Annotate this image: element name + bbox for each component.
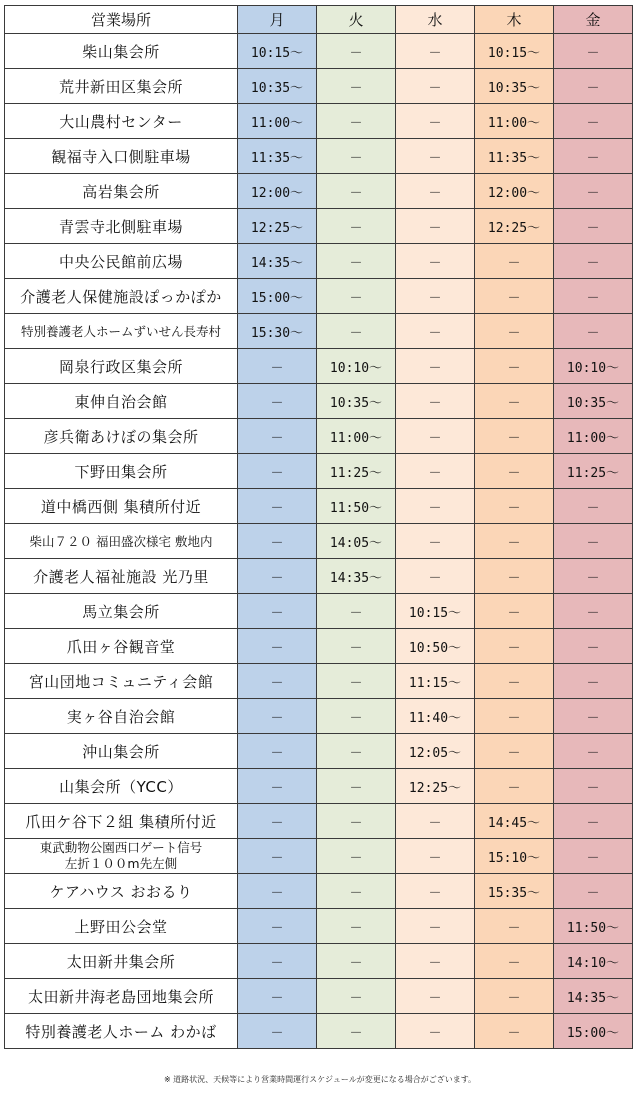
time-cell-thu: － — [475, 384, 554, 419]
place-name: 青雲寺北側駐車場 — [5, 209, 238, 244]
place-name: 道中橋西側 集積所付近 — [5, 489, 238, 524]
time-cell-tue: － — [317, 69, 396, 104]
time-cell-thu: 10:35～ — [475, 69, 554, 104]
time-cell-fri: － — [554, 104, 633, 139]
header-day-mon: 月 — [238, 6, 317, 34]
time-cell-tue: － — [317, 979, 396, 1014]
time-cell-mon: － — [238, 769, 317, 804]
table-row — [5, 1014, 633, 1049]
time-cell-thu: － — [475, 279, 554, 314]
time-cell-thu: － — [475, 769, 554, 804]
time-cell-fri: － — [554, 489, 633, 524]
time-cell-thu: 14:45～ — [475, 804, 554, 839]
table-row — [5, 804, 633, 839]
place-name: 介護老人福祉施設 光乃里 — [5, 559, 238, 594]
table-row — [5, 34, 633, 69]
footnote: ※ 道路状況、天候等により営業時間運行スケジュールが変更になる場合がございます。 — [163, 1075, 477, 1084]
table-row — [5, 279, 633, 314]
place-name: 中央公民館前広場 — [5, 244, 238, 279]
time-cell-thu: － — [475, 349, 554, 384]
time-cell-tue: － — [317, 34, 396, 69]
time-cell-fri: － — [554, 664, 633, 699]
time-cell-thu: 11:00～ — [475, 104, 554, 139]
time-cell-mon: － — [238, 594, 317, 629]
header-place: 営業場所 — [5, 6, 238, 34]
time-cell-tue: － — [317, 1014, 396, 1049]
time-cell-mon: － — [238, 734, 317, 769]
header-row — [5, 6, 633, 34]
time-cell-thu: － — [475, 454, 554, 489]
place-name: 大山農村センター — [5, 104, 238, 139]
table-row — [5, 384, 633, 419]
time-cell-thu: － — [475, 1014, 554, 1049]
time-cell-fri: 10:35～ — [554, 384, 633, 419]
time-cell-fri: 14:35～ — [554, 979, 633, 1014]
time-cell-wed: － — [396, 349, 475, 384]
time-cell-wed: － — [396, 489, 475, 524]
time-cell-mon: 11:35～ — [238, 139, 317, 174]
time-cell-mon: － — [238, 489, 317, 524]
time-cell-tue: － — [317, 804, 396, 839]
table-row — [5, 489, 633, 524]
time-cell-fri: － — [554, 559, 633, 594]
time-cell-thu: － — [475, 524, 554, 559]
time-cell-mon: 10:15～ — [238, 34, 317, 69]
table-row — [5, 839, 633, 874]
time-cell-thu: － — [475, 244, 554, 279]
time-cell-fri: 10:10～ — [554, 349, 633, 384]
time-cell-fri: － — [554, 69, 633, 104]
schedule-table — [4, 5, 633, 1049]
time-cell-fri: 15:00～ — [554, 1014, 633, 1049]
table-row — [5, 559, 633, 594]
time-cell-tue: 14:05～ — [317, 524, 396, 559]
time-cell-mon: － — [238, 874, 317, 909]
time-cell-mon: － — [238, 909, 317, 944]
time-cell-wed: － — [396, 139, 475, 174]
place-name: 太田新井海老島団地集会所 — [5, 979, 238, 1014]
time-cell-tue: － — [317, 279, 396, 314]
place-name: 彦兵衛あけぼの集会所 — [5, 419, 238, 454]
time-cell-thu: 12:00～ — [475, 174, 554, 209]
time-cell-wed: － — [396, 174, 475, 209]
time-cell-wed: － — [396, 804, 475, 839]
table-row — [5, 699, 633, 734]
table-row — [5, 174, 633, 209]
time-cell-tue: － — [317, 629, 396, 664]
place-name: 山集会所（YCC） — [5, 769, 238, 804]
time-cell-tue: － — [317, 104, 396, 139]
place-name: 宮山団地コミュニティ会館 — [5, 664, 238, 699]
table-row — [5, 909, 633, 944]
time-cell-mon: － — [238, 804, 317, 839]
schedule-body — [5, 34, 633, 1049]
time-cell-wed: － — [396, 314, 475, 349]
time-cell-wed: － — [396, 874, 475, 909]
time-cell-tue: － — [317, 944, 396, 979]
header-day-tue: 火 — [317, 6, 396, 34]
time-cell-thu: 10:15～ — [475, 34, 554, 69]
time-cell-mon: 10:35～ — [238, 69, 317, 104]
place-name: 下野田集会所 — [5, 454, 238, 489]
time-cell-wed: － — [396, 944, 475, 979]
header-day-thu: 木 — [475, 6, 554, 34]
table-row — [5, 349, 633, 384]
place-name: 沖山集会所 — [5, 734, 238, 769]
place-name: 観福寺入口側駐車場 — [5, 139, 238, 174]
time-cell-tue: － — [317, 839, 396, 874]
time-cell-fri: 11:00～ — [554, 419, 633, 454]
header-day-fri: 金 — [554, 6, 633, 34]
time-cell-fri: － — [554, 314, 633, 349]
time-cell-mon: 12:00～ — [238, 174, 317, 209]
time-cell-mon: 14:35～ — [238, 244, 317, 279]
time-cell-thu: － — [475, 979, 554, 1014]
time-cell-tue: － — [317, 174, 396, 209]
time-cell-mon: － — [238, 524, 317, 559]
table-row — [5, 769, 633, 804]
place-name: 爪田ヶ谷観音堂 — [5, 629, 238, 664]
table-row — [5, 104, 633, 139]
time-cell-fri: － — [554, 209, 633, 244]
time-cell-wed: － — [396, 909, 475, 944]
time-cell-fri: － — [554, 139, 633, 174]
time-cell-wed: － — [396, 209, 475, 244]
time-cell-wed: 12:25～ — [396, 769, 475, 804]
place-name: 実ヶ谷自治会館 — [5, 699, 238, 734]
time-cell-mon: － — [238, 699, 317, 734]
time-cell-fri: － — [554, 524, 633, 559]
time-cell-fri: － — [554, 34, 633, 69]
time-cell-thu: 15:10～ — [475, 839, 554, 874]
place-name: 特別養護老人ホームずいせん長寿村 — [5, 314, 238, 349]
time-cell-tue: 11:25～ — [317, 454, 396, 489]
place-name: 柴山７２０ 福田盛次様宅 敷地内 — [5, 524, 238, 559]
header-day-wed: 水 — [396, 6, 475, 34]
table-row — [5, 629, 633, 664]
time-cell-fri: － — [554, 839, 633, 874]
time-cell-tue: 10:10～ — [317, 349, 396, 384]
time-cell-thu: － — [475, 594, 554, 629]
time-cell-mon: － — [238, 454, 317, 489]
place-name: 上野田公会堂 — [5, 909, 238, 944]
table-row — [5, 734, 633, 769]
time-cell-thu: － — [475, 664, 554, 699]
place-name: ケアハウス おおるり — [5, 874, 238, 909]
time-cell-fri: － — [554, 874, 633, 909]
time-cell-mon: 15:00～ — [238, 279, 317, 314]
time-cell-wed: － — [396, 839, 475, 874]
time-cell-tue: － — [317, 699, 396, 734]
time-cell-mon: － — [238, 559, 317, 594]
time-cell-wed: 10:15～ — [396, 594, 475, 629]
time-cell-wed: 11:40～ — [396, 699, 475, 734]
time-cell-wed: － — [396, 559, 475, 594]
place-name: 岡泉行政区集会所 — [5, 349, 238, 384]
time-cell-mon: － — [238, 1014, 317, 1049]
time-cell-mon: － — [238, 979, 317, 1014]
time-cell-wed: － — [396, 979, 475, 1014]
time-cell-thu: － — [475, 699, 554, 734]
time-cell-mon: － — [238, 349, 317, 384]
time-cell-thu: － — [475, 419, 554, 454]
table-row — [5, 139, 633, 174]
time-cell-tue: － — [317, 734, 396, 769]
place-name: 柴山集会所 — [5, 34, 238, 69]
table-row — [5, 419, 633, 454]
time-cell-thu: 15:35～ — [475, 874, 554, 909]
time-cell-wed: － — [396, 1014, 475, 1049]
time-cell-mon: － — [238, 419, 317, 454]
time-cell-fri: 14:10～ — [554, 944, 633, 979]
time-cell-fri: 11:25～ — [554, 454, 633, 489]
time-cell-fri: － — [554, 629, 633, 664]
time-cell-tue: － — [317, 314, 396, 349]
time-cell-wed: － — [396, 419, 475, 454]
time-cell-fri: － — [554, 594, 633, 629]
time-cell-tue: － — [317, 909, 396, 944]
time-cell-mon: － — [238, 944, 317, 979]
time-cell-thu: － — [475, 489, 554, 524]
table-row — [5, 314, 633, 349]
time-cell-wed: 11:15～ — [396, 664, 475, 699]
table-row — [5, 244, 633, 279]
place-name: 馬立集会所 — [5, 594, 238, 629]
time-cell-fri: － — [554, 279, 633, 314]
time-cell-tue: － — [317, 874, 396, 909]
time-cell-thu: － — [475, 559, 554, 594]
time-cell-thu: － — [475, 909, 554, 944]
time-cell-mon: 15:30～ — [238, 314, 317, 349]
time-cell-thu: 11:35～ — [475, 139, 554, 174]
place-name: 爪田ケ谷下２組 集積所付近 — [5, 804, 238, 839]
time-cell-wed: 12:05～ — [396, 734, 475, 769]
time-cell-tue: － — [317, 769, 396, 804]
place-name-line: 東武動物公園西口ゲート信号 — [39, 840, 203, 855]
time-cell-thu: － — [475, 314, 554, 349]
time-cell-tue: 11:50～ — [317, 489, 396, 524]
place-name: 荒井新田区集会所 — [5, 69, 238, 104]
time-cell-mon: － — [238, 384, 317, 419]
place-name: 特別養護老人ホーム わかば — [5, 1014, 238, 1049]
place-name-line: 左折１００m先左側 — [64, 856, 178, 871]
time-cell-mon: － — [238, 664, 317, 699]
place-name: 太田新井集会所 — [5, 944, 238, 979]
table-row — [5, 874, 633, 909]
time-cell-tue: － — [317, 244, 396, 279]
place-name: 高岩集会所 — [5, 174, 238, 209]
table-row — [5, 209, 633, 244]
time-cell-wed: － — [396, 104, 475, 139]
time-cell-mon: 12:25～ — [238, 209, 317, 244]
time-cell-mon: － — [238, 629, 317, 664]
table-row — [5, 454, 633, 489]
table-row — [5, 664, 633, 699]
time-cell-tue: － — [317, 139, 396, 174]
time-cell-wed: － — [396, 34, 475, 69]
time-cell-thu: － — [475, 944, 554, 979]
time-cell-fri: － — [554, 174, 633, 209]
time-cell-wed: － — [396, 279, 475, 314]
table-row — [5, 944, 633, 979]
time-cell-thu: － — [475, 734, 554, 769]
time-cell-wed: － — [396, 69, 475, 104]
time-cell-tue: 14:35～ — [317, 559, 396, 594]
time-cell-mon: 11:00～ — [238, 104, 317, 139]
time-cell-wed: － — [396, 524, 475, 559]
table-row — [5, 69, 633, 104]
time-cell-fri: － — [554, 699, 633, 734]
table-row — [5, 979, 633, 1014]
time-cell-thu: － — [475, 629, 554, 664]
time-cell-fri: 11:50～ — [554, 909, 633, 944]
place-name: 東伸自治会館 — [5, 384, 238, 419]
time-cell-fri: － — [554, 769, 633, 804]
table-row — [5, 594, 633, 629]
time-cell-fri: － — [554, 804, 633, 839]
place-name — [5, 839, 238, 874]
time-cell-fri: － — [554, 734, 633, 769]
time-cell-wed: － — [396, 384, 475, 419]
time-cell-tue: 11:00～ — [317, 419, 396, 454]
time-cell-wed: 10:50～ — [396, 629, 475, 664]
time-cell-tue: 10:35～ — [317, 384, 396, 419]
time-cell-fri: － — [554, 244, 633, 279]
time-cell-mon: － — [238, 839, 317, 874]
time-cell-tue: － — [317, 594, 396, 629]
time-cell-wed: － — [396, 454, 475, 489]
table-row — [5, 524, 633, 559]
time-cell-tue: － — [317, 209, 396, 244]
time-cell-thu: 12:25～ — [475, 209, 554, 244]
time-cell-tue: － — [317, 664, 396, 699]
place-name: 介護老人保健施設ぽっかぽか — [5, 279, 238, 314]
time-cell-wed: － — [396, 244, 475, 279]
